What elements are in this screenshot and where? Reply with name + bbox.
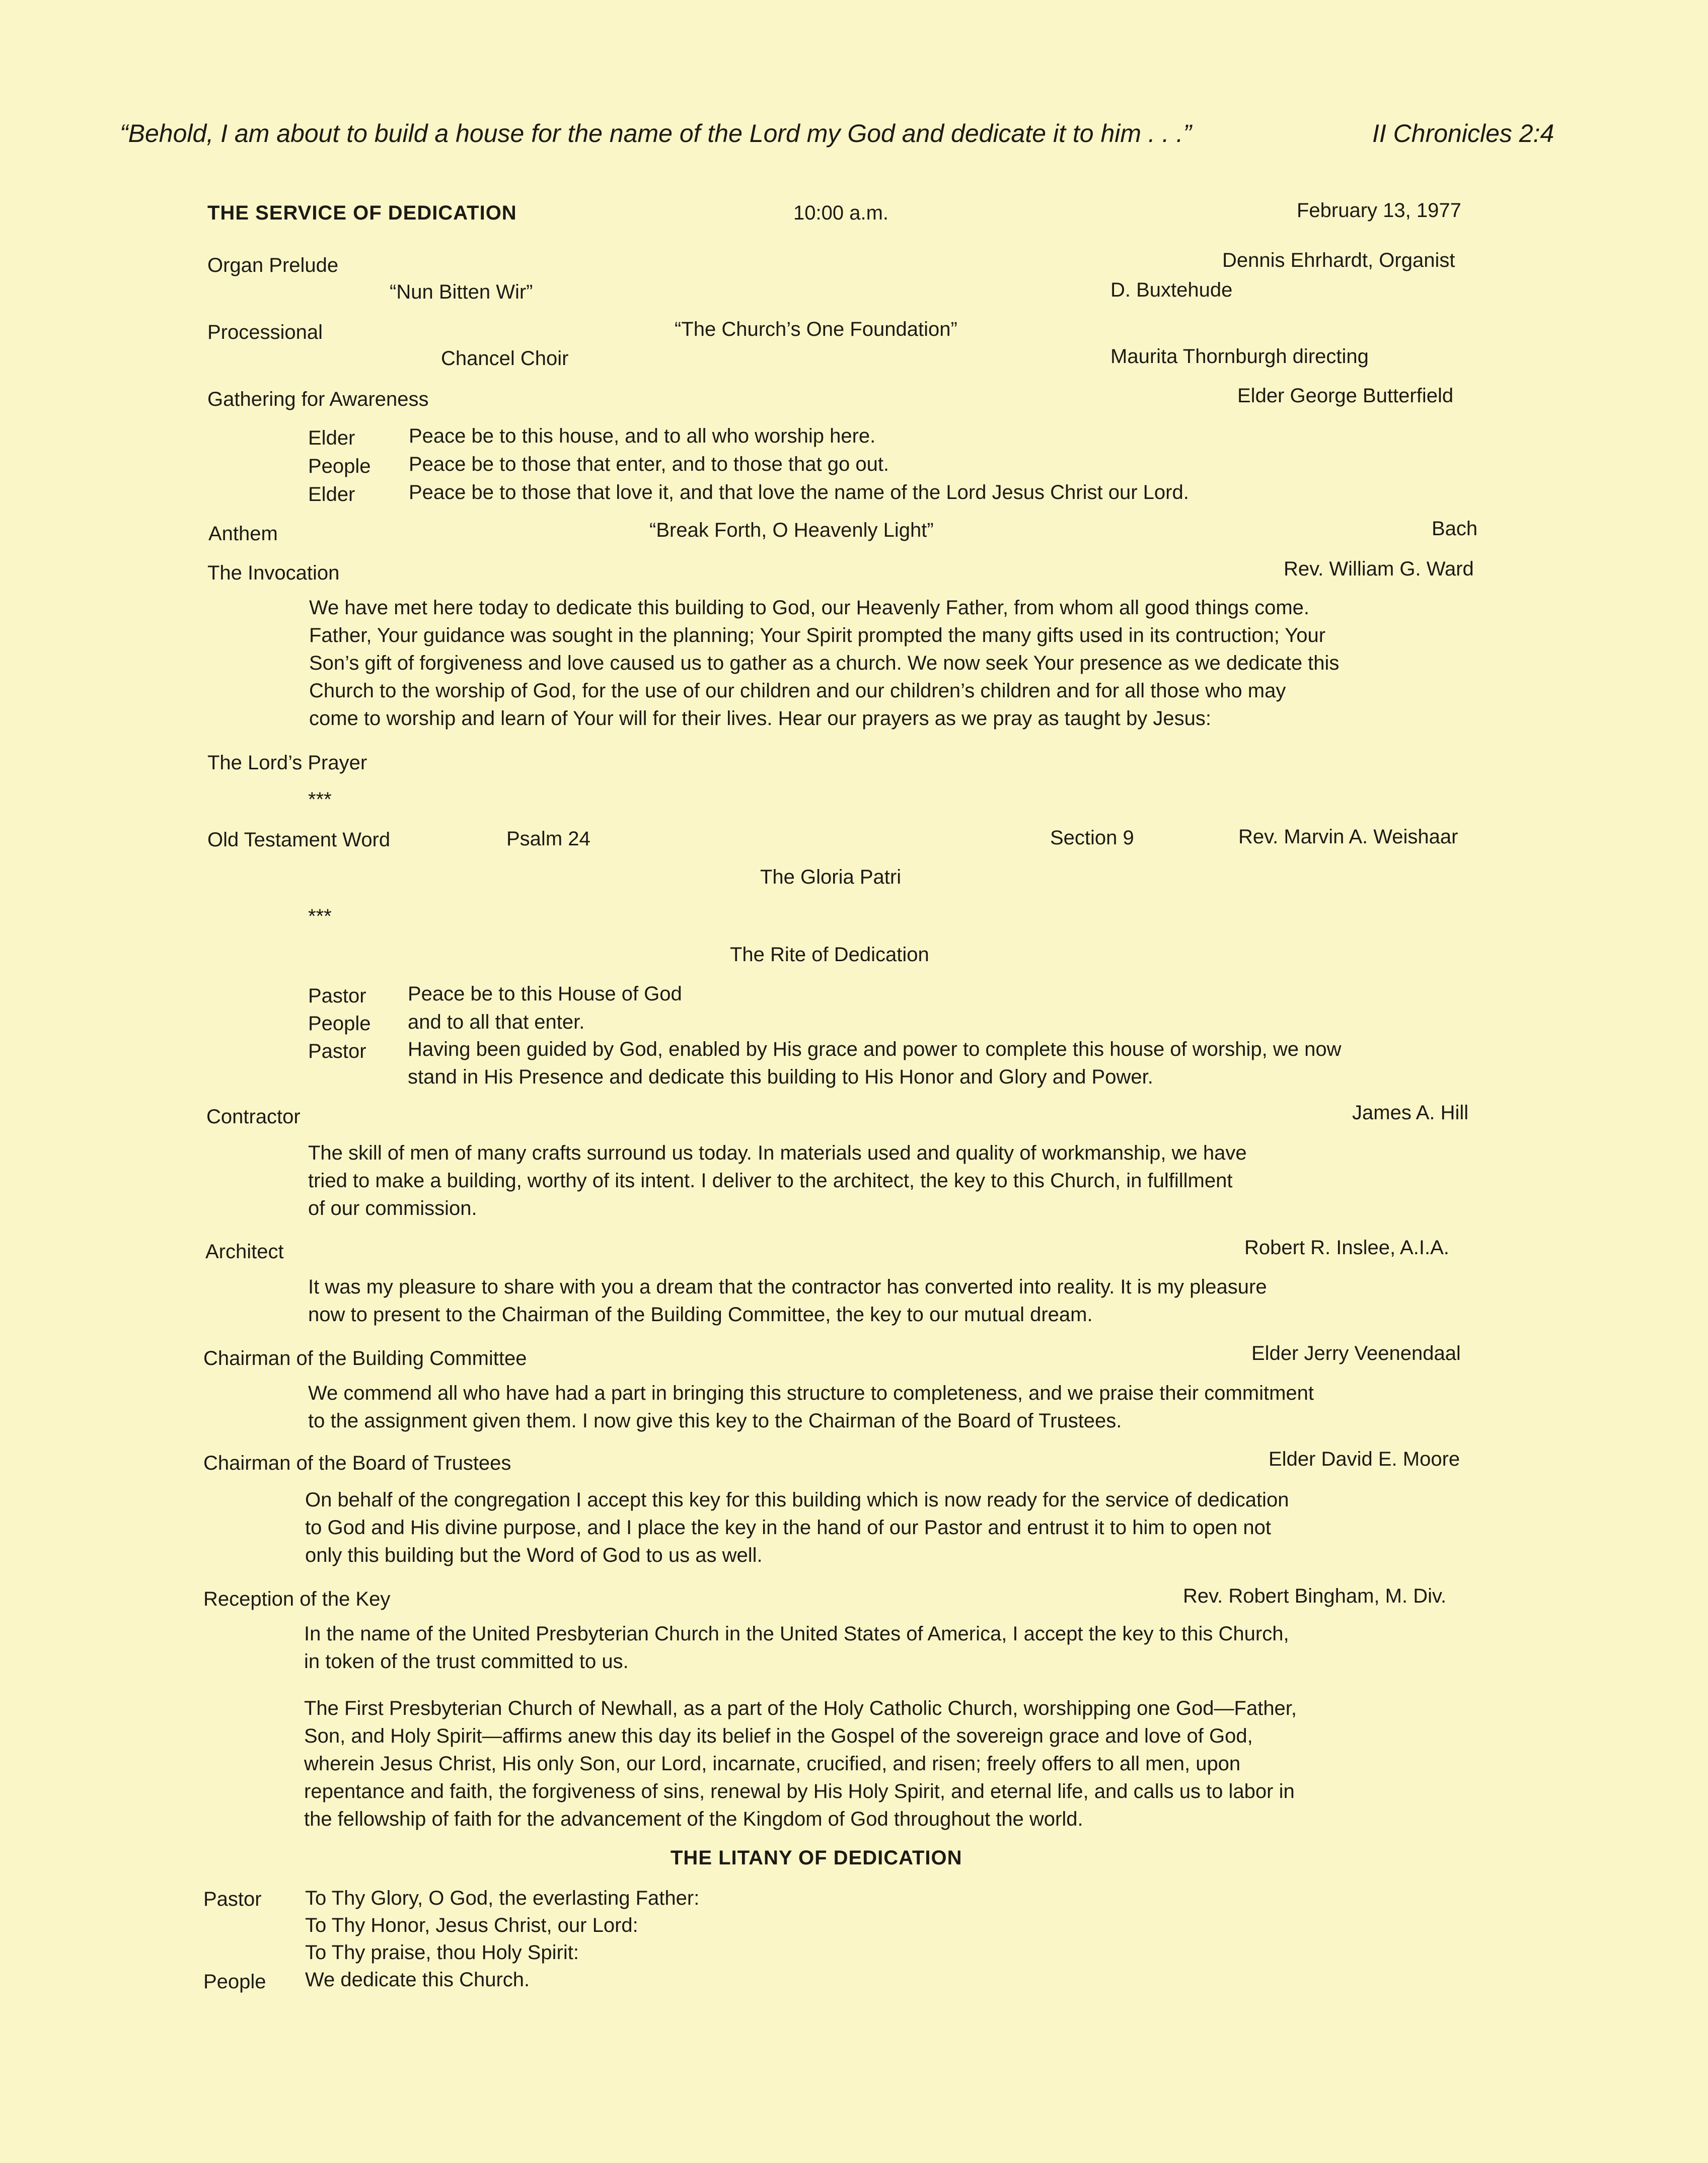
affirmation-line: Son, and Holy Spirit—affirms anew this day its belief in the Gospel of the sovereign grace and love of God, [304,1725,1253,1747]
organ-prelude-leader: Dennis Ehrhardt, Organist [1222,249,1455,271]
trustees-label: Chairman of the Board of Trustees [203,1452,511,1474]
processional-director: Maurita Thornburgh directing [1110,345,1369,368]
old-testament-passage: Psalm 24 [506,828,590,850]
service-date: February 13, 1977 [1297,199,1461,222]
processional-choir: Chancel Choir [441,347,569,370]
gathering-speaker: Elder [308,483,355,506]
litany-line: To Thy Glory, O God, the everlasting Father: [305,1887,700,1909]
architect-label: Architect [205,1241,284,1263]
rite-line: stand in His Presence and dedicate this building to His Honor and Glory and Power. [408,1066,1153,1088]
rite-title: The Rite of Dedication [730,944,929,966]
lords-prayer-stars: *** [308,788,332,811]
rite-line: Peace be to this House of God [408,983,682,1005]
gathering-leader: Elder George Butterfield [1237,385,1454,407]
contractor-line: tried to make a building, worthy of its intent. I deliver to the architect, the key to this Church, in fulfillment [308,1170,1233,1192]
rite-speaker: Pastor [308,1040,366,1062]
rite-line: Having been guided by God, enabled by His grace and power to complete this house of worship, we now [408,1038,1342,1060]
rite-line: and to all that enter. [408,1011,585,1033]
old-testament-label: Old Testament Word [207,829,391,851]
old-testament-section: Section 9 [1050,827,1134,849]
header-citation: II Chronicles 2:4 [1372,119,1554,148]
anthem-label: Anthem [208,523,278,545]
architect-name: Robert R. Inslee, A.I.A. [1244,1237,1449,1259]
architect-line: It was my pleasure to share with you a dream that the contractor has converted into reality. It is my pleasure [308,1276,1267,1298]
litany-line: We dedicate this Church. [305,1969,530,1991]
invocation-leader: Rev. William G. Ward [1284,558,1474,580]
old-testament-leader: Rev. Marvin A. Weishaar [1238,826,1458,848]
affirmation-text [304,1695,1297,1833]
service-time: 10:00 a.m. [793,202,889,224]
building-committee-line: We commend all who have had a part in bringing this structure to completeness, and we praise their commitment [308,1382,1314,1404]
affirmation-line: repentance and faith, the forgiveness of sins, renewal by His Holy Spirit, and eternal life, and calls us to labor in [304,1780,1295,1802]
contractor-label: Contractor [206,1106,301,1128]
invocation-line: We have met here today to dedicate this building to God, our Heavenly Father, from whom all good things come. [309,597,1310,619]
organ-prelude-label: Organ Prelude [207,254,339,276]
invocation-line: come to worship and learn of Your will for their lives. Hear our prayers as we pray as taught by Jesus: [309,707,1211,730]
trustees-line: only this building but the Word of God to us as well. [305,1544,763,1566]
litany-speaker: People [203,1971,266,1993]
reception-line: in token of the trust committed to us. [304,1650,629,1673]
affirmation-line: The First Presbyterian Church of Newhall, as a part of the Holy Catholic Church, worshipping one God—Father, [304,1697,1297,1719]
gloria-title: The Gloria Patri [760,866,902,888]
invocation-line: Church to the worship of God, for the use of our children and our children’s children and for all those who may [309,680,1286,702]
affirmation-line: the fellowship of faith for the advancement of the Kingdom of God throughout the world. [304,1808,1083,1830]
trustees-text [305,1486,1289,1569]
invocation-text [309,594,1339,733]
litany-title: THE LITANY OF DEDICATION [671,1847,962,1869]
lords-prayer-label: The Lord’s Prayer [207,752,367,774]
building-committee-text [308,1380,1314,1435]
rite-speaker: People [308,1013,371,1035]
processional-hymn: “The Church’s One Foundation” [675,318,957,340]
contractor-line: The skill of men of many crafts surround us today. In materials used and quality of workmanship, we have [308,1142,1247,1164]
contractor-name: James A. Hill [1352,1102,1469,1124]
contractor-text [308,1139,1247,1222]
invocation-line: Father, Your guidance was sought in the planning; Your Spirit prompted the many gifts used in its contruction; Your [309,624,1326,646]
processional-label: Processional [207,321,323,343]
litany-line: To Thy Honor, Jesus Christ, our Lord: [305,1914,638,1936]
architect-text [308,1273,1267,1329]
trustees-name: Elder David E. Moore [1269,1448,1460,1470]
building-committee-label: Chairman of the Building Committee [203,1347,527,1369]
reception-line: In the name of the United Presbyterian Church in the United States of America, I accept the key to this Church, [304,1623,1289,1645]
reception-name: Rev. Robert Bingham, M. Div. [1183,1585,1447,1607]
contractor-line: of our commission. [308,1197,477,1219]
trustees-line: On behalf of the congregation I accept this key for this building which is now ready for the service of dedication [305,1489,1289,1511]
rite-speaker: Pastor [308,985,366,1007]
litany-line: To Thy praise, thou Holy Spirit: [305,1941,579,1964]
affirmation-line: wherein Jesus Christ, His only Son, our Lord, incarnate, crucified, and risen; freely offers to all men, upon [304,1753,1241,1775]
gathering-speaker: Elder [308,427,355,449]
gathering-line: Peace be to this house, and to all who worship here. [409,425,876,447]
header-quote: “Behold, I am about to build a house for the name of the Lord my God and dedicate it to him . . .” [120,119,1192,148]
anthem-piece: “Break Forth, O Heavenly Light” [649,519,934,541]
invocation-line: Son’s gift of forgiveness and love caused us to gather as a church. We now seek Your presence as we dedicate this [309,652,1340,674]
building-committee-line: to the assignment given them. I now give this key to the Chairman of the Board of Trustees. [308,1410,1122,1432]
invocation-label: The Invocation [207,562,340,584]
reception-label: Reception of the Key [203,1588,391,1610]
reception-text [304,1620,1289,1676]
service-title: THE SERVICE OF DEDICATION [207,202,517,224]
gloria-stars: *** [308,905,332,927]
anthem-composer: Bach [1432,518,1478,540]
building-committee-name: Elder Jerry Veenendaal [1251,1342,1461,1364]
organ-prelude-composer: D. Buxtehude [1110,279,1233,301]
litany-speaker: Pastor [203,1888,262,1910]
organ-prelude-piece: “Nun Bitten Wir” [390,281,533,303]
gathering-line: Peace be to those that love it, and that love the name of the Lord Jesus Christ our Lord. [409,481,1189,503]
gathering-speaker: People [308,455,371,477]
trustees-line: to God and His divine purpose, and I place the key in the hand of our Pastor and entrust it to him to open not [305,1517,1271,1539]
gathering-label: Gathering for Awareness [207,388,429,410]
architect-line: now to present to the Chairman of the Building Committee, the key to our mutual dream. [308,1304,1093,1326]
gathering-line: Peace be to those that enter, and to those that go out. [409,453,889,475]
